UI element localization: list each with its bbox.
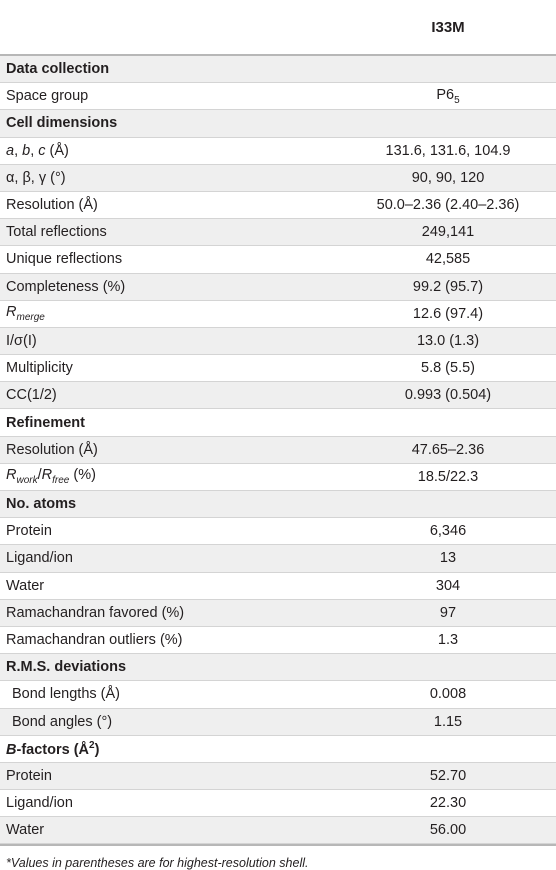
label-part: -factors (Å <box>16 741 89 758</box>
row-value: 249,141 <box>421 224 475 241</box>
row-value: 12.6 (97.4) <box>412 305 484 322</box>
table-footnote: *Values in parentheses are for highest-resolution shell. <box>0 844 556 870</box>
row-label: CC(1/2) <box>6 387 57 404</box>
row-value: 42,585 <box>425 251 471 268</box>
label-subscript: free <box>52 475 70 487</box>
column-header: I33M <box>431 19 465 36</box>
row-value: 13.0 (1.3) <box>416 332 480 349</box>
table-row <box>0 545 556 572</box>
row-label: Ligand/ion <box>6 550 73 567</box>
row-value: 1.3 <box>437 632 459 649</box>
table-header <box>0 0 556 56</box>
row-label: Multiplicity <box>6 360 73 377</box>
row-value: 52.70 <box>429 767 467 784</box>
section-row-rms-deviations <box>0 654 556 681</box>
row-label: Bond angles (°) <box>12 713 113 730</box>
label-part: R <box>41 467 53 484</box>
row-label: Water <box>6 822 45 839</box>
label-part: , <box>14 142 23 159</box>
table-row <box>0 274 556 301</box>
row-value: 99.2 (95.7) <box>412 278 484 295</box>
row-label: I/σ(I) <box>6 332 37 349</box>
label-subscript: merge <box>16 312 45 324</box>
table-row <box>0 138 556 165</box>
section-row-no-atoms <box>0 491 556 518</box>
row-value: 0.008 <box>429 686 467 703</box>
row-value: 47.65–2.36 <box>411 441 485 458</box>
row-value: 0.993 (0.504) <box>404 387 492 404</box>
row-value: 90, 90, 120 <box>411 169 485 186</box>
row-label: Unique reflections <box>6 251 123 268</box>
section-label: R.M.S. deviations <box>6 659 127 676</box>
row-value: 131.6, 131.6, 104.9 <box>385 142 511 159</box>
row-value <box>340 87 556 106</box>
table-row <box>0 328 556 355</box>
row-value: 1.15 <box>433 713 463 730</box>
table-row <box>0 382 556 409</box>
row-value: 5.8 (5.5) <box>421 360 475 377</box>
row-label: α, β, γ (°) <box>6 169 66 186</box>
section-row-data-collection <box>0 56 556 83</box>
row-label: Ramachandran outliers (%) <box>6 632 183 649</box>
section-row-cell-dimensions <box>0 110 556 137</box>
row-value: 56.00 <box>429 822 467 839</box>
label-superscript: 2 <box>89 739 95 751</box>
table-row <box>0 219 556 246</box>
row-label: Ramachandran favored (%) <box>6 604 185 621</box>
table-row <box>0 355 556 382</box>
label-part: B <box>6 741 17 758</box>
row-label <box>0 143 340 159</box>
row-label: Completeness (%) <box>6 278 126 295</box>
row-label: Space group <box>6 88 89 105</box>
label-part: c <box>38 142 46 159</box>
section-label <box>0 740 340 758</box>
value-subscript: 5 <box>454 94 460 106</box>
table-row <box>0 817 556 844</box>
table-row <box>0 600 556 627</box>
row-label <box>0 467 340 486</box>
table-row <box>0 437 556 464</box>
row-label: Protein <box>6 767 52 784</box>
label-main: R <box>6 304 17 321</box>
section-row-b-factors <box>0 736 556 763</box>
section-label: Cell dimensions <box>6 115 118 132</box>
row-value: 50.0–2.36 (2.40–2.36) <box>376 197 520 214</box>
table-row <box>0 763 556 790</box>
row-label: Water <box>6 577 45 594</box>
row-value: 18.5/22.3 <box>417 468 479 485</box>
section-row-refinement <box>0 409 556 436</box>
table-row <box>0 709 556 736</box>
row-value: 97 <box>439 604 457 621</box>
label-part: ) <box>94 741 100 758</box>
table-row <box>0 192 556 219</box>
table-row <box>0 165 556 192</box>
row-value: 22.30 <box>429 795 467 812</box>
label-part: (%) <box>69 467 96 484</box>
value-main: P6 <box>436 86 455 103</box>
table-row <box>0 518 556 545</box>
row-label: Bond lengths (Å) <box>12 686 121 703</box>
label-slash: / <box>37 467 42 484</box>
label-part: a <box>6 142 15 159</box>
table-row <box>0 301 556 328</box>
row-value: 6,346 <box>429 523 467 540</box>
row-value: 13 <box>439 550 457 567</box>
row-value: 304 <box>435 577 461 594</box>
label-part: b <box>22 142 31 159</box>
table-row <box>0 681 556 708</box>
table-row <box>0 573 556 600</box>
table-row <box>0 246 556 273</box>
table-row <box>0 464 556 491</box>
row-label: Ligand/ion <box>6 795 73 812</box>
table-row <box>0 83 556 110</box>
table-row <box>0 790 556 817</box>
label-part: (Å) <box>45 142 69 159</box>
row-label: Resolution (Å) <box>6 197 98 214</box>
row-label: Resolution (Å) <box>6 441 98 458</box>
label-subscript: work <box>16 475 38 487</box>
section-label: No. atoms <box>6 496 77 513</box>
row-label: Total reflections <box>6 224 107 241</box>
section-label: Refinement <box>6 414 85 431</box>
label-part: R <box>6 467 17 484</box>
table-row <box>0 627 556 654</box>
section-label: Data collection <box>6 61 110 78</box>
row-label <box>0 304 340 323</box>
row-label: Protein <box>6 523 52 540</box>
label-part: , <box>30 142 39 159</box>
